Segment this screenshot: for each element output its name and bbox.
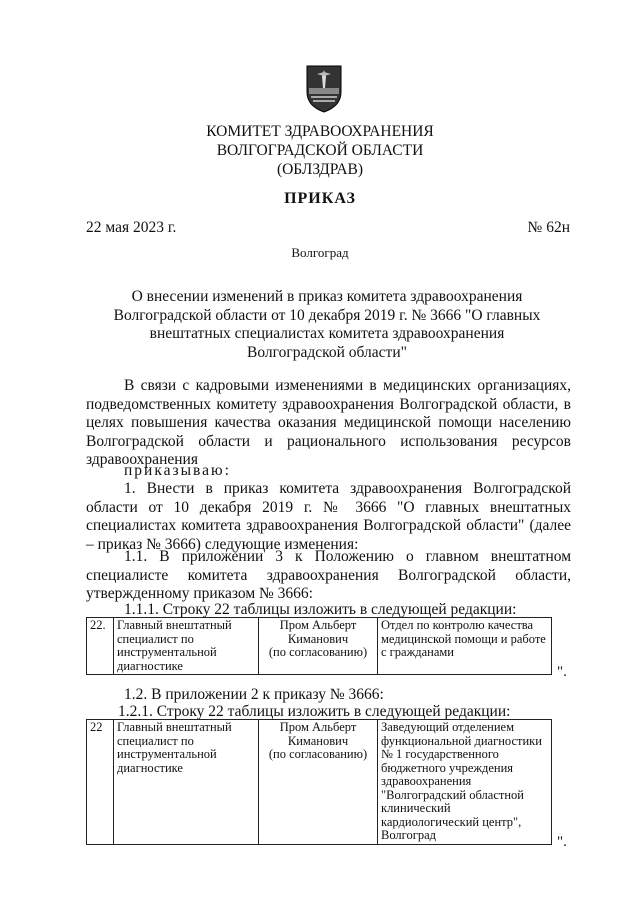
org-name-line2: ВОЛГОГРАДСКОЙ ОБЛАСТИ <box>216 142 424 159</box>
row-number: 22 <box>87 720 114 845</box>
item-1-2: 1.2. В приложении 2 к приказу № 3666: <box>124 686 384 703</box>
closing-quote-1: ". <box>557 664 567 680</box>
table-row <box>87 720 552 845</box>
specialist-name: Пром Альберт Киманович <box>279 720 357 748</box>
closing-quote-2: ". <box>557 834 567 850</box>
item-1-2-1: 1.2.1. Строку 22 таблицы изложить в следующей редакции: <box>118 703 511 720</box>
position-cell: Главный внештатный специалист по инструментальной диагностике <box>114 618 259 675</box>
document-type: ПРИКАЗ <box>284 190 356 207</box>
table-row <box>87 618 552 675</box>
agreement-note: (по согласованию) <box>268 645 368 659</box>
item-1-1-1: 1.1.1. Строку 22 таблицы изложить в следующей редакции: <box>124 601 517 618</box>
org-name-line3: (ОБЛЗДРАВ) <box>276 161 364 178</box>
intro-paragraph: В связи с кадровыми изменениями в медицинских организациях, подведомственных комитету здравоохранения Волгоградской области, в целях повышения качества оказания медицинской помощи населению Волгоградской области и рационального использования ресурсов здравоохранения <box>86 377 571 468</box>
position-cell: Главный внештатный специалист по инструментальной диагностике <box>114 720 259 845</box>
item-1: 1. Внести в приказ комитета здравоохранения Волгоградской области от 10 декабря 2019 г. № 3666 "О главных внештатных специалистах комитета здравоохранения Волгоградской области" (далее – приказ № 3666) следующие изменения: <box>86 480 571 553</box>
specialist-cell <box>259 618 378 675</box>
table-1 <box>86 617 552 675</box>
organization-cell: Заведующий отделением функциональной диагностики № 1 государственного бюджетного учреждения здравоохранения "Волгоградский областной клинический кардиологический центр", Волгоград <box>378 720 552 845</box>
specialist-cell <box>259 720 378 845</box>
table-2 <box>86 719 552 845</box>
item-1-1: 1.1. В приложении 3 к Положению о главном внештатном специалисте комитета здравоохранения Волгоградской области, утвержденному приказом № 3666: <box>86 548 571 602</box>
specialist-name: Пром Альберт Киманович <box>279 618 357 646</box>
department-cell: Отдел по контролю качества медицинской помощи и работе с гражданами <box>378 618 552 675</box>
order-number: № 62н <box>527 219 570 236</box>
row-number: 22. <box>87 618 114 675</box>
city: Волгоград <box>291 245 349 260</box>
order-subject: О внесении изменений в приказ комитета здравоохранения Волгоградской области от 10 декабря 2019 г. № 3666 "О главных внештатных специалистах комитета здравоохранения Волгоградской области" <box>113 288 541 361</box>
order-date: 22 мая 2023 г. <box>86 219 177 236</box>
agreement-note: (по согласованию) <box>268 747 368 761</box>
coat-of-arms-icon <box>303 62 345 114</box>
org-name-line1: КОМИТЕТ ЗДРАВООХРАНЕНИЯ <box>206 123 434 140</box>
order-word: приказываю: <box>124 462 231 479</box>
